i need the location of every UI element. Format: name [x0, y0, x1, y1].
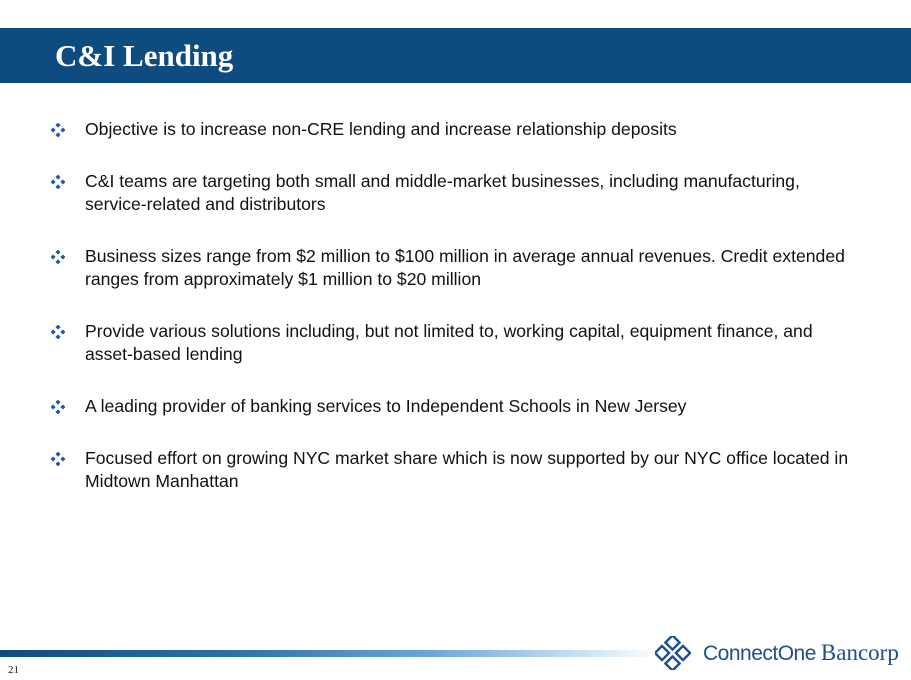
diamond-bullet-icon	[51, 175, 65, 189]
diamond-bullet-icon	[51, 250, 65, 264]
bullet-text: A leading provider of banking services to Independent Schools in New Jersey	[85, 396, 687, 416]
bullet-text: Focused effort on growing NYC market share which is now supported by our NYC office located in Midtown Manhattan	[85, 448, 849, 491]
bullet-list	[50, 118, 850, 522]
bullet-item	[50, 118, 850, 141]
diamond-bullet-icon	[51, 325, 65, 339]
footer-gradient-band	[0, 650, 660, 657]
bullet-item	[50, 320, 850, 366]
page-title: C&I Lending	[55, 38, 234, 73]
bullet-text: Provide various solutions including, but not limited to, working capital, equipment finance, and asset-based lending	[85, 321, 813, 364]
diamond-bullet-icon	[51, 452, 65, 466]
company-logo	[655, 636, 911, 668]
bullet-text: C&I teams are targeting both small and middle-market businesses, including manufacturing, service-related and distributors	[85, 171, 800, 214]
diamond-bullet-icon	[51, 400, 65, 414]
logo-suffix: Bancorp	[820, 640, 899, 665]
bullet-item	[50, 170, 850, 216]
logo-wordmark	[703, 636, 899, 673]
bullet-item	[50, 447, 850, 493]
bullet-text: Objective is to increase non-CRE lending and increase relationship deposits	[85, 119, 677, 139]
bullet-item	[50, 395, 850, 418]
bullet-item	[50, 245, 850, 291]
logo-name: ConnectOne	[703, 642, 816, 665]
bullet-text: Business sizes range from $2 million to $100 million in average annual revenues. Credit extended ranges from approximately $1 million to $20 million	[85, 246, 845, 289]
page-number: 21	[8, 664, 19, 676]
diamond-bullet-icon	[51, 123, 65, 137]
connectone-logo-icon	[655, 636, 691, 670]
